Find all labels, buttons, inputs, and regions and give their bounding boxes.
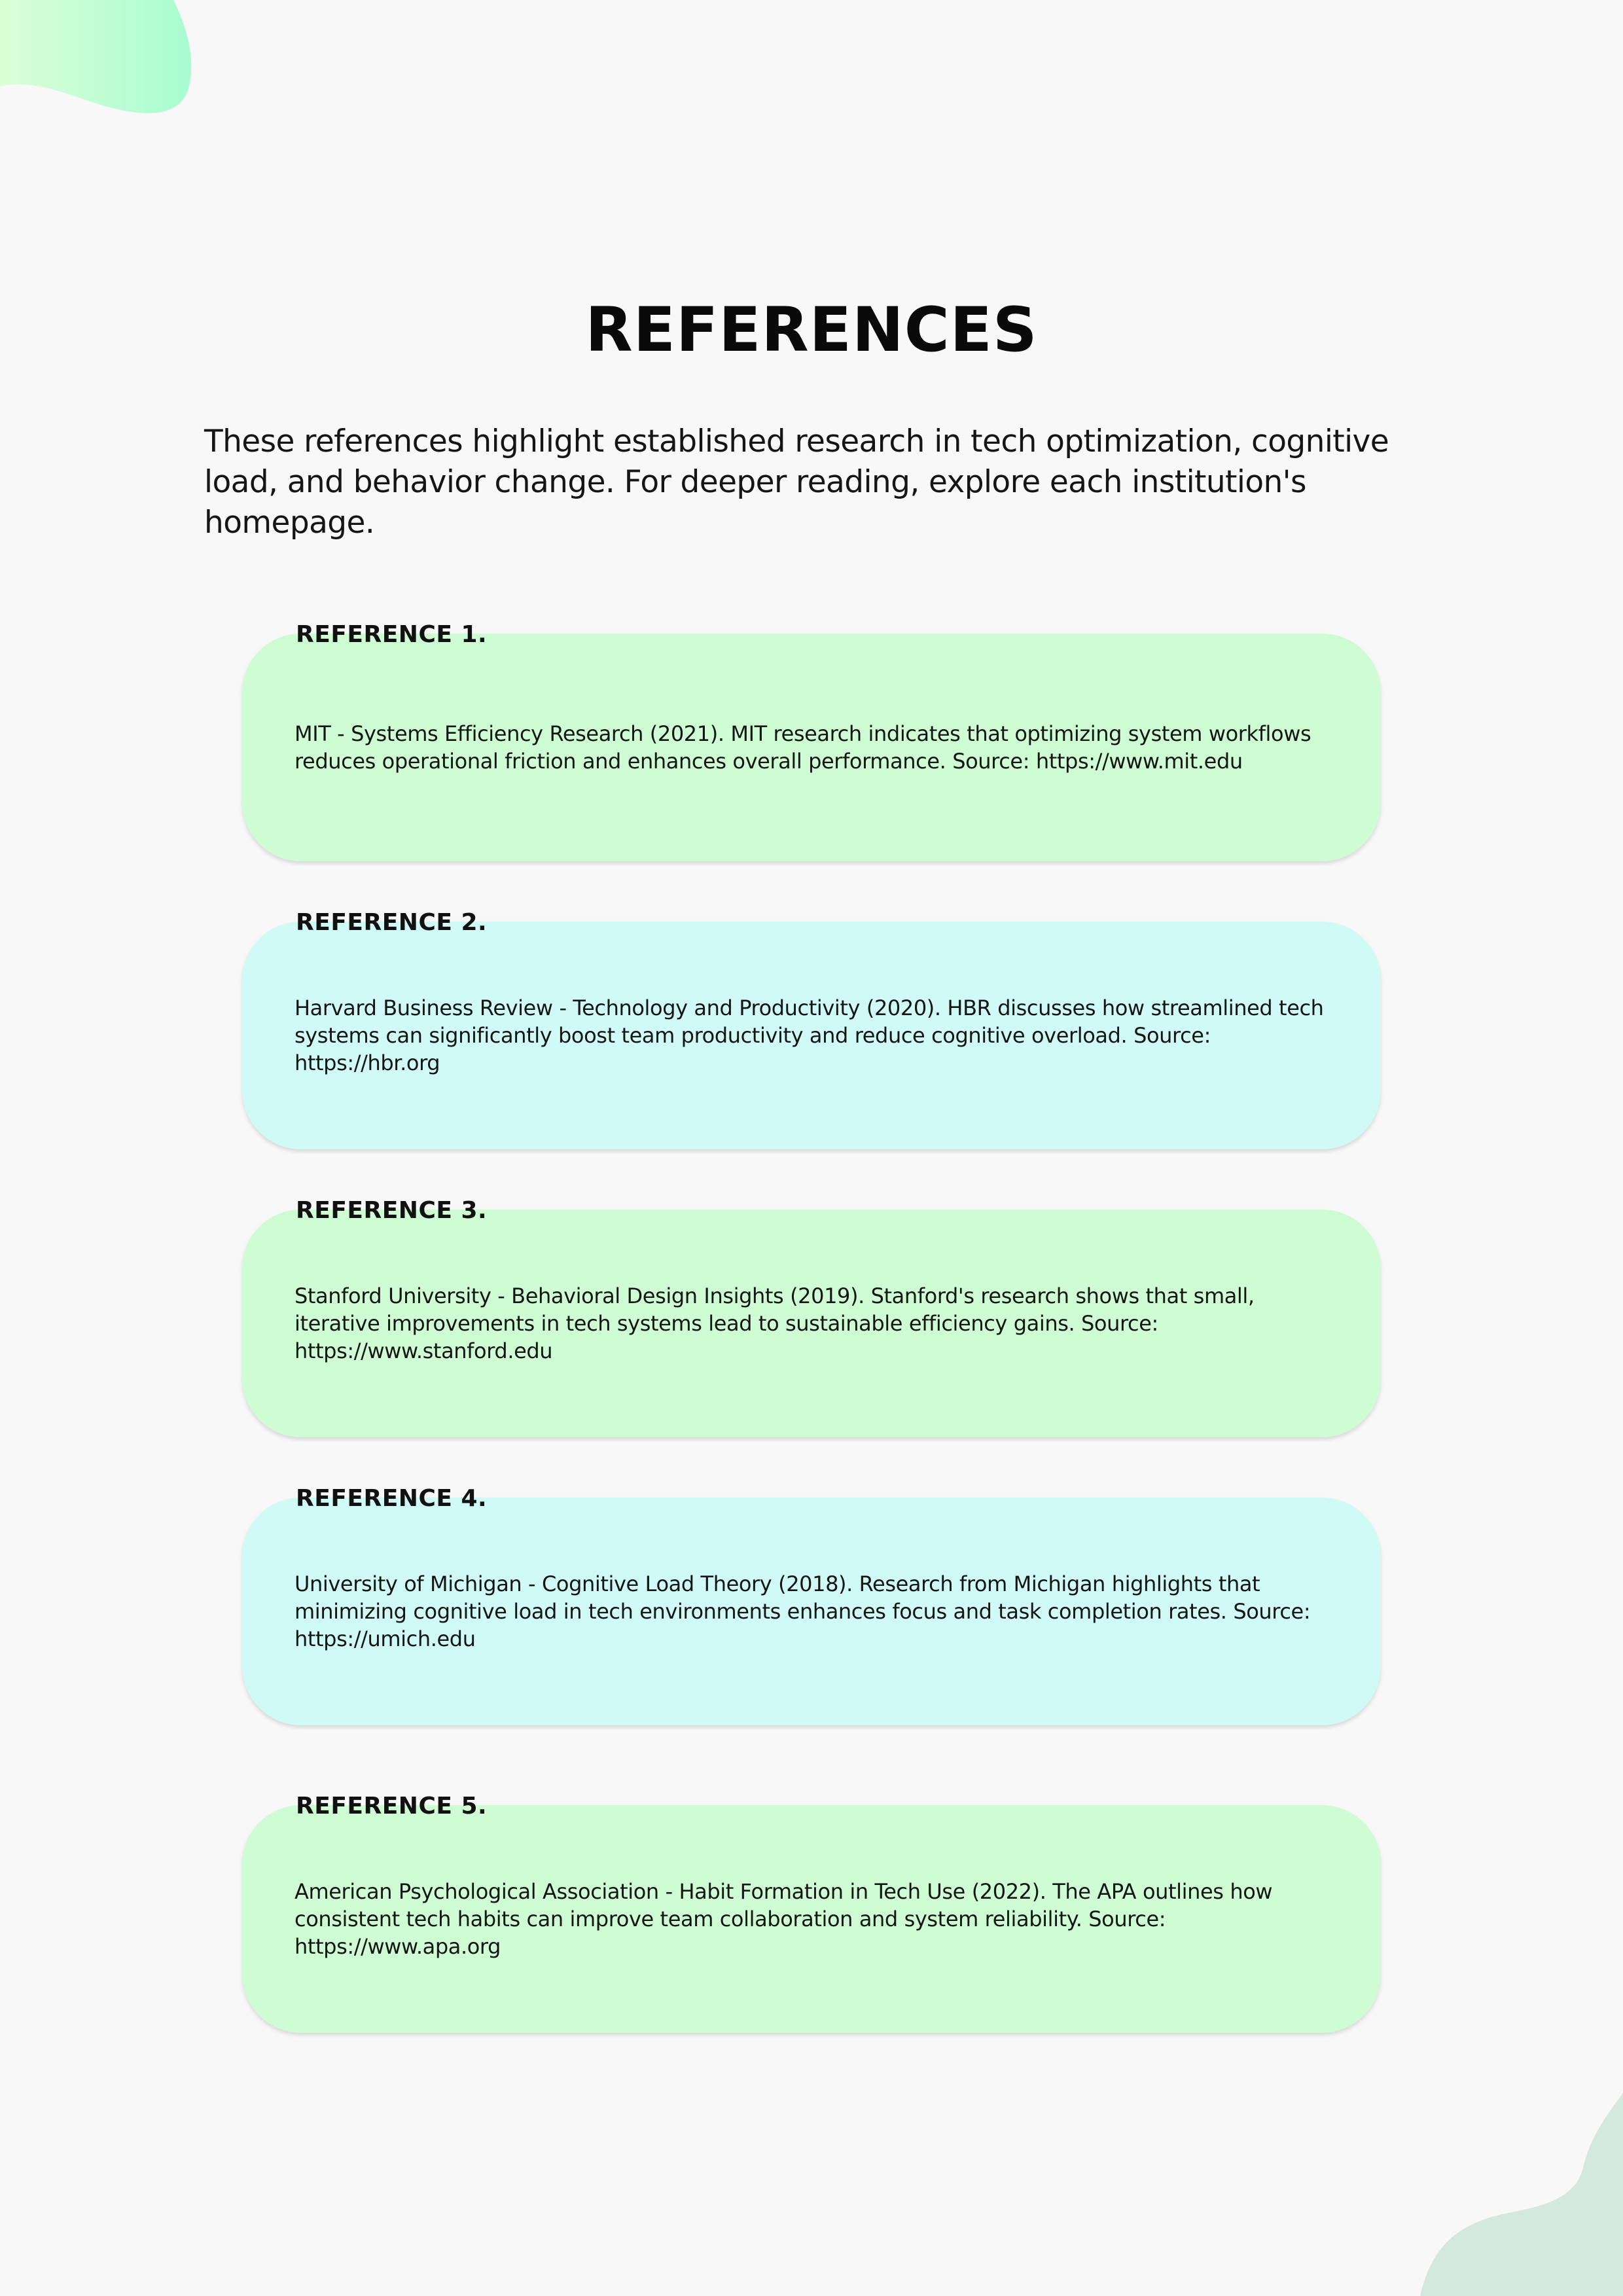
reference-label: REFERENCE 3. (296, 1197, 488, 1224)
reference-label: REFERENCE 5. (296, 1793, 488, 1820)
reference-card (242, 922, 1381, 1149)
reference-text: University of Michigan - Cognitive Load Theory (2018). Research from Michigan highlights that minimizing cognitive load in tech environments enhances focus and task completion rates. Source: https://umich.edu (294, 1571, 1311, 1651)
intro-paragraph: These references highlight established research in tech optimization, cognitive load, and behavior change. For deeper reading, explore each institution's homepage. (204, 423, 1389, 541)
page-title: REFERENCES (585, 295, 1038, 366)
reference-card (242, 1210, 1381, 1437)
reference-label: REFERENCE 1. (296, 621, 488, 648)
reference-label: REFERENCE 2. (296, 909, 488, 936)
top-left-blob-icon (0, 0, 196, 118)
reference-card (242, 1805, 1381, 2033)
reference-text: Stanford University - Behavioral Design Insights (2019). Stanford's research shows that small, iterative improvements in tech systems lead to sustainable efficiency gains. Source: https://www.stanford.edu (294, 1283, 1255, 1363)
reference-label: REFERENCE 4. (296, 1485, 488, 1512)
reference-card (242, 634, 1381, 861)
bottom-right-blob-icon (1387, 2067, 1623, 2296)
reference-card (242, 1498, 1381, 1725)
reference-text: American Psychological Association - Habit Formation in Tech Use (2022). The APA outlines how consistent tech habits can improve team collaboration and system reliability. Source: https://www.apa.org (294, 1879, 1273, 1959)
reference-text: MIT - Systems Efficiency Research (2021). MIT research indicates that optimizing system workflows reduces operational friction and enhances overall performance. Source: https://www.mit.edu (294, 721, 1311, 774)
reference-text: Harvard Business Review - Technology and Productivity (2020). HBR discusses how streamlined tech systems can significantly boost team productivity and reduce cognitive overload. Source: https://hbr.org (294, 996, 1324, 1075)
